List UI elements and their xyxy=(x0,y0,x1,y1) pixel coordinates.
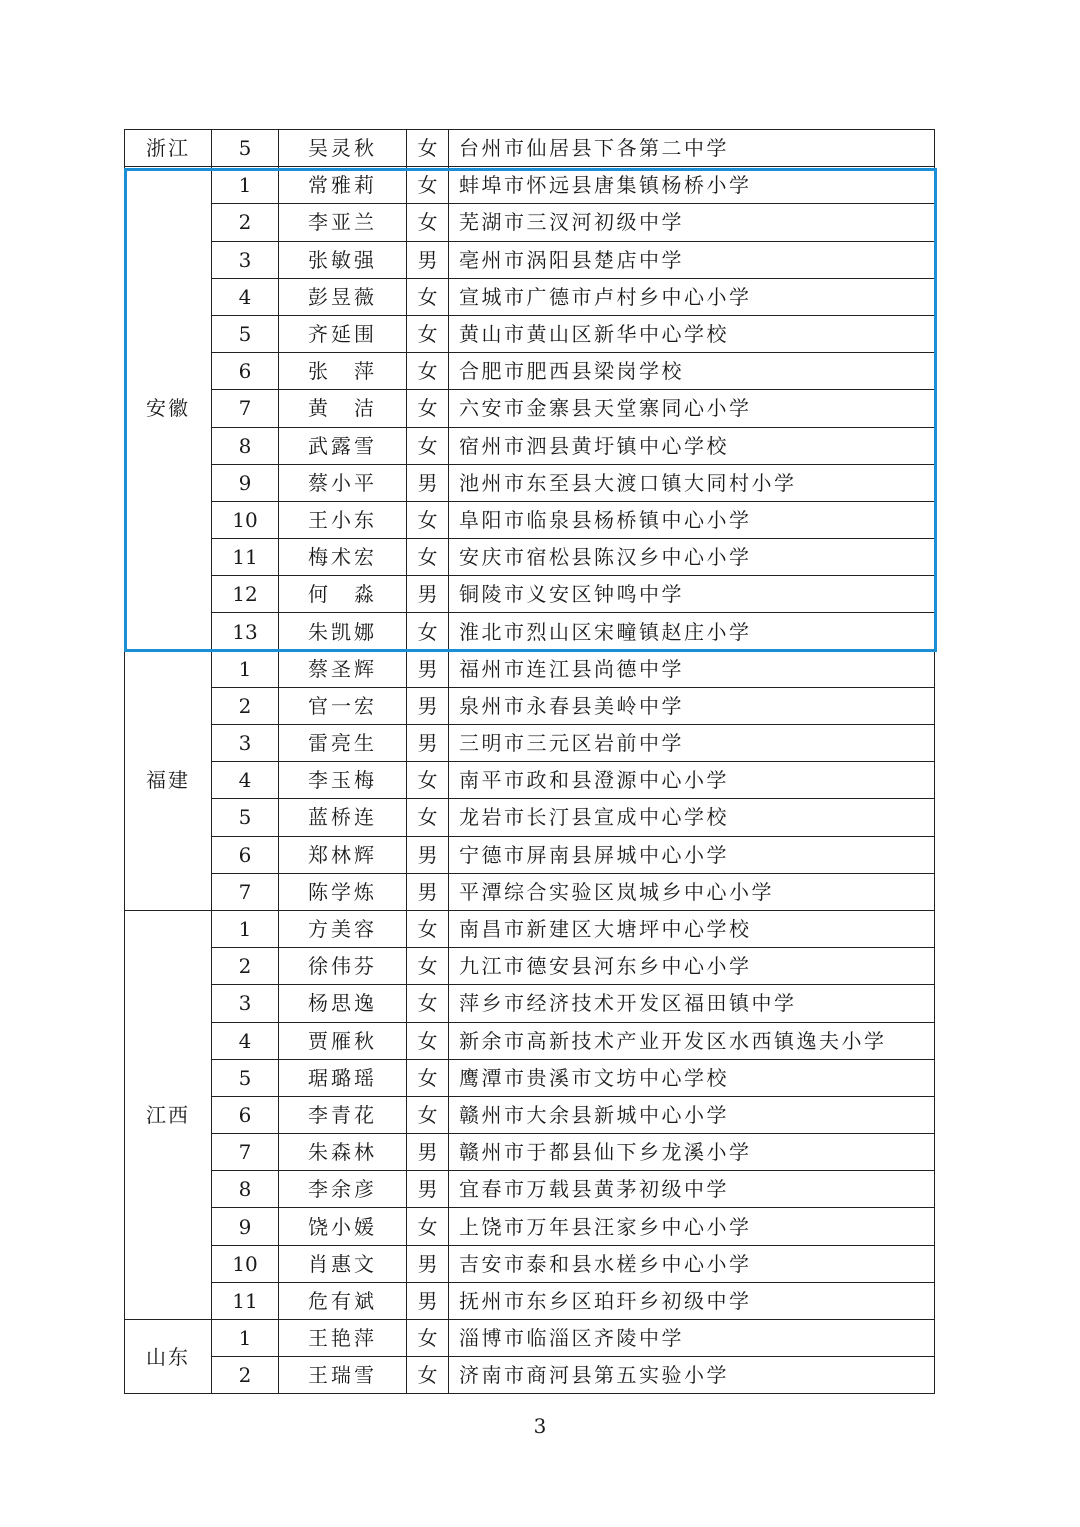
no-cell: 10 xyxy=(212,1245,279,1282)
name-cell: 吴灵秋 xyxy=(279,130,407,167)
school-cell: 台州市仙居县下各第二中学 xyxy=(449,130,935,167)
no-cell: 2 xyxy=(212,687,279,724)
no-cell: 11 xyxy=(212,539,279,576)
school-cell: 平潭综合实验区岚城乡中心小学 xyxy=(449,873,935,910)
school-cell: 泉州市永春县美岭中学 xyxy=(449,687,935,724)
gender-cell: 男 xyxy=(407,650,449,687)
table-row xyxy=(125,650,935,687)
name-cell: 何 淼 xyxy=(279,576,407,613)
gender-cell: 女 xyxy=(407,1208,449,1245)
name-cell: 齐延围 xyxy=(279,315,407,352)
name-cell: 陈学炼 xyxy=(279,873,407,910)
table-row xyxy=(125,799,935,836)
no-cell: 4 xyxy=(212,1022,279,1059)
gender-cell: 男 xyxy=(407,836,449,873)
school-cell: 合肥市肥西县梁岗学校 xyxy=(449,353,935,390)
school-cell: 淮北市烈山区宋疃镇赵庄小学 xyxy=(449,613,935,650)
school-cell: 三明市三元区岩前中学 xyxy=(449,725,935,762)
table-row xyxy=(125,613,935,650)
page-number: 3 xyxy=(533,1414,547,1438)
no-cell: 9 xyxy=(212,464,279,501)
school-cell: 赣州市大余县新城中心小学 xyxy=(449,1096,935,1133)
province-cell: 浙江 xyxy=(125,130,212,167)
name-cell: 蔡小平 xyxy=(279,464,407,501)
table-row xyxy=(125,204,935,241)
name-cell: 蔡圣辉 xyxy=(279,650,407,687)
gender-cell: 男 xyxy=(407,687,449,724)
gender-cell: 男 xyxy=(407,1245,449,1282)
no-cell: 5 xyxy=(212,130,279,167)
name-cell: 雷亮生 xyxy=(279,725,407,762)
name-cell: 李玉梅 xyxy=(279,762,407,799)
gender-cell: 男 xyxy=(407,725,449,762)
school-cell: 安庆市宿松县陈汉乡中心小学 xyxy=(449,539,935,576)
name-cell: 王小东 xyxy=(279,501,407,538)
gender-cell: 男 xyxy=(407,873,449,910)
no-cell: 8 xyxy=(212,1171,279,1208)
gender-cell: 女 xyxy=(407,539,449,576)
table-row xyxy=(125,1059,935,1096)
school-cell: 宿州市泗县黄圩镇中心学校 xyxy=(449,427,935,464)
gender-cell: 女 xyxy=(407,390,449,427)
name-cell: 朱森林 xyxy=(279,1134,407,1171)
gender-cell: 男 xyxy=(407,576,449,613)
gender-cell: 女 xyxy=(407,427,449,464)
table-row xyxy=(125,130,935,167)
name-cell: 郑林辉 xyxy=(279,836,407,873)
gender-cell: 女 xyxy=(407,1357,449,1394)
no-cell: 6 xyxy=(212,1096,279,1133)
province-cell: 福建 xyxy=(125,650,212,910)
school-cell: 蚌埠市怀远县唐集镇杨桥小学 xyxy=(449,167,935,204)
school-cell: 淄博市临淄区齐陵中学 xyxy=(449,1320,935,1357)
table-row xyxy=(125,464,935,501)
name-cell: 李余彦 xyxy=(279,1171,407,1208)
name-cell: 武露雪 xyxy=(279,427,407,464)
table-row xyxy=(125,985,935,1022)
table-row xyxy=(125,241,935,278)
no-cell: 7 xyxy=(212,1134,279,1171)
table-row xyxy=(125,1208,935,1245)
school-cell: 阜阳市临泉县杨桥镇中心小学 xyxy=(449,501,935,538)
no-cell: 8 xyxy=(212,427,279,464)
table-body xyxy=(125,130,935,1394)
school-cell: 宁德市屏南县屏城中心小学 xyxy=(449,836,935,873)
school-cell: 宜春市万载县黄茅初级中学 xyxy=(449,1171,935,1208)
gender-cell: 女 xyxy=(407,167,449,204)
no-cell: 7 xyxy=(212,873,279,910)
table-row xyxy=(125,539,935,576)
name-cell: 李亚兰 xyxy=(279,204,407,241)
school-cell: 济南市商河县第五实验小学 xyxy=(449,1357,935,1394)
teacher-list-table xyxy=(124,129,935,1394)
no-cell: 1 xyxy=(212,1320,279,1357)
table-row xyxy=(125,1022,935,1059)
school-cell: 鹰潭市贵溪市文坊中心学校 xyxy=(449,1059,935,1096)
no-cell: 13 xyxy=(212,613,279,650)
table-row xyxy=(125,725,935,762)
no-cell: 3 xyxy=(212,985,279,1022)
no-cell: 3 xyxy=(212,241,279,278)
gender-cell: 女 xyxy=(407,1022,449,1059)
no-cell: 5 xyxy=(212,315,279,352)
name-cell: 官一宏 xyxy=(279,687,407,724)
table-row xyxy=(125,910,935,947)
no-cell: 1 xyxy=(212,910,279,947)
no-cell: 9 xyxy=(212,1208,279,1245)
name-cell: 王艳萍 xyxy=(279,1320,407,1357)
gender-cell: 男 xyxy=(407,241,449,278)
name-cell: 王瑞雪 xyxy=(279,1357,407,1394)
school-cell: 赣州市于都县仙下乡龙溪小学 xyxy=(449,1134,935,1171)
table-row xyxy=(125,390,935,427)
name-cell: 张敏强 xyxy=(279,241,407,278)
school-cell: 池州市东至县大渡口镇大同村小学 xyxy=(449,464,935,501)
gender-cell: 女 xyxy=(407,948,449,985)
no-cell: 1 xyxy=(212,650,279,687)
school-cell: 南昌市新建区大塘坪中心学校 xyxy=(449,910,935,947)
no-cell: 11 xyxy=(212,1282,279,1319)
name-cell: 张 萍 xyxy=(279,353,407,390)
gender-cell: 男 xyxy=(407,464,449,501)
name-cell: 饶小媛 xyxy=(279,1208,407,1245)
no-cell: 4 xyxy=(212,762,279,799)
table-row xyxy=(125,1171,935,1208)
name-cell: 杨思逸 xyxy=(279,985,407,1022)
gender-cell: 女 xyxy=(407,910,449,947)
gender-cell: 女 xyxy=(407,130,449,167)
name-cell: 方美容 xyxy=(279,910,407,947)
gender-cell: 女 xyxy=(407,799,449,836)
table-row xyxy=(125,278,935,315)
gender-cell: 女 xyxy=(407,613,449,650)
table-row xyxy=(125,1245,935,1282)
gender-cell: 女 xyxy=(407,1096,449,1133)
gender-cell: 男 xyxy=(407,1134,449,1171)
no-cell: 5 xyxy=(212,799,279,836)
no-cell: 6 xyxy=(212,353,279,390)
name-cell: 徐伟芬 xyxy=(279,948,407,985)
no-cell: 12 xyxy=(212,576,279,613)
school-cell: 福州市连江县尚德中学 xyxy=(449,650,935,687)
school-cell: 抚州市东乡区珀玕乡初级中学 xyxy=(449,1282,935,1319)
no-cell: 1 xyxy=(212,167,279,204)
name-cell: 彭昱薇 xyxy=(279,278,407,315)
name-cell: 梅术宏 xyxy=(279,539,407,576)
table-row xyxy=(125,427,935,464)
name-cell: 李青花 xyxy=(279,1096,407,1133)
table-row xyxy=(125,353,935,390)
table-row xyxy=(125,167,935,204)
no-cell: 3 xyxy=(212,725,279,762)
school-cell: 六安市金寨县天堂寨同心小学 xyxy=(449,390,935,427)
table-row xyxy=(125,948,935,985)
gender-cell: 女 xyxy=(407,204,449,241)
province-cell: 山东 xyxy=(125,1320,212,1394)
school-cell: 铜陵市义安区钟鸣中学 xyxy=(449,576,935,613)
name-cell: 贾雁秋 xyxy=(279,1022,407,1059)
school-cell: 九江市德安县河东乡中心小学 xyxy=(449,948,935,985)
province-cell: 安徽 xyxy=(125,167,212,650)
table-row xyxy=(125,501,935,538)
table-row xyxy=(125,687,935,724)
table-row xyxy=(125,315,935,352)
name-cell: 肖惠文 xyxy=(279,1245,407,1282)
school-cell: 黄山市黄山区新华中心学校 xyxy=(449,315,935,352)
table-row xyxy=(125,873,935,910)
school-cell: 宣城市广德市卢村乡中心小学 xyxy=(449,278,935,315)
table-row xyxy=(125,836,935,873)
school-cell: 亳州市涡阳县楚店中学 xyxy=(449,241,935,278)
table-row xyxy=(125,1320,935,1357)
gender-cell: 女 xyxy=(407,353,449,390)
no-cell: 2 xyxy=(212,948,279,985)
name-cell: 黄 洁 xyxy=(279,390,407,427)
gender-cell: 女 xyxy=(407,1059,449,1096)
gender-cell: 女 xyxy=(407,315,449,352)
school-cell: 芜湖市三汊河初级中学 xyxy=(449,204,935,241)
school-cell: 上饶市万年县汪家乡中心小学 xyxy=(449,1208,935,1245)
no-cell: 4 xyxy=(212,278,279,315)
no-cell: 6 xyxy=(212,836,279,873)
no-cell: 5 xyxy=(212,1059,279,1096)
gender-cell: 女 xyxy=(407,985,449,1022)
table-row xyxy=(125,762,935,799)
school-cell: 南平市政和县澄源中心小学 xyxy=(449,762,935,799)
gender-cell: 女 xyxy=(407,762,449,799)
table-row xyxy=(125,1096,935,1133)
gender-cell: 男 xyxy=(407,1171,449,1208)
school-cell: 萍乡市经济技术开发区福田镇中学 xyxy=(449,985,935,1022)
gender-cell: 男 xyxy=(407,1282,449,1319)
gender-cell: 女 xyxy=(407,1320,449,1357)
school-cell: 新余市高新技术产业开发区水西镇逸夫小学 xyxy=(449,1022,935,1059)
gender-cell: 女 xyxy=(407,501,449,538)
name-cell: 朱凯娜 xyxy=(279,613,407,650)
gender-cell: 女 xyxy=(407,278,449,315)
name-cell: 琚璐瑶 xyxy=(279,1059,407,1096)
name-cell: 危有斌 xyxy=(279,1282,407,1319)
table-row xyxy=(125,1282,935,1319)
province-cell: 江西 xyxy=(125,910,212,1319)
name-cell: 蓝桥连 xyxy=(279,799,407,836)
school-cell: 龙岩市长汀县宣成中心学校 xyxy=(449,799,935,836)
no-cell: 2 xyxy=(212,204,279,241)
no-cell: 2 xyxy=(212,1357,279,1394)
school-cell: 吉安市泰和县水槎乡中心小学 xyxy=(449,1245,935,1282)
table-row xyxy=(125,576,935,613)
table-row xyxy=(125,1134,935,1171)
no-cell: 7 xyxy=(212,390,279,427)
table-row xyxy=(125,1357,935,1394)
name-cell: 常雅莉 xyxy=(279,167,407,204)
no-cell: 10 xyxy=(212,501,279,538)
